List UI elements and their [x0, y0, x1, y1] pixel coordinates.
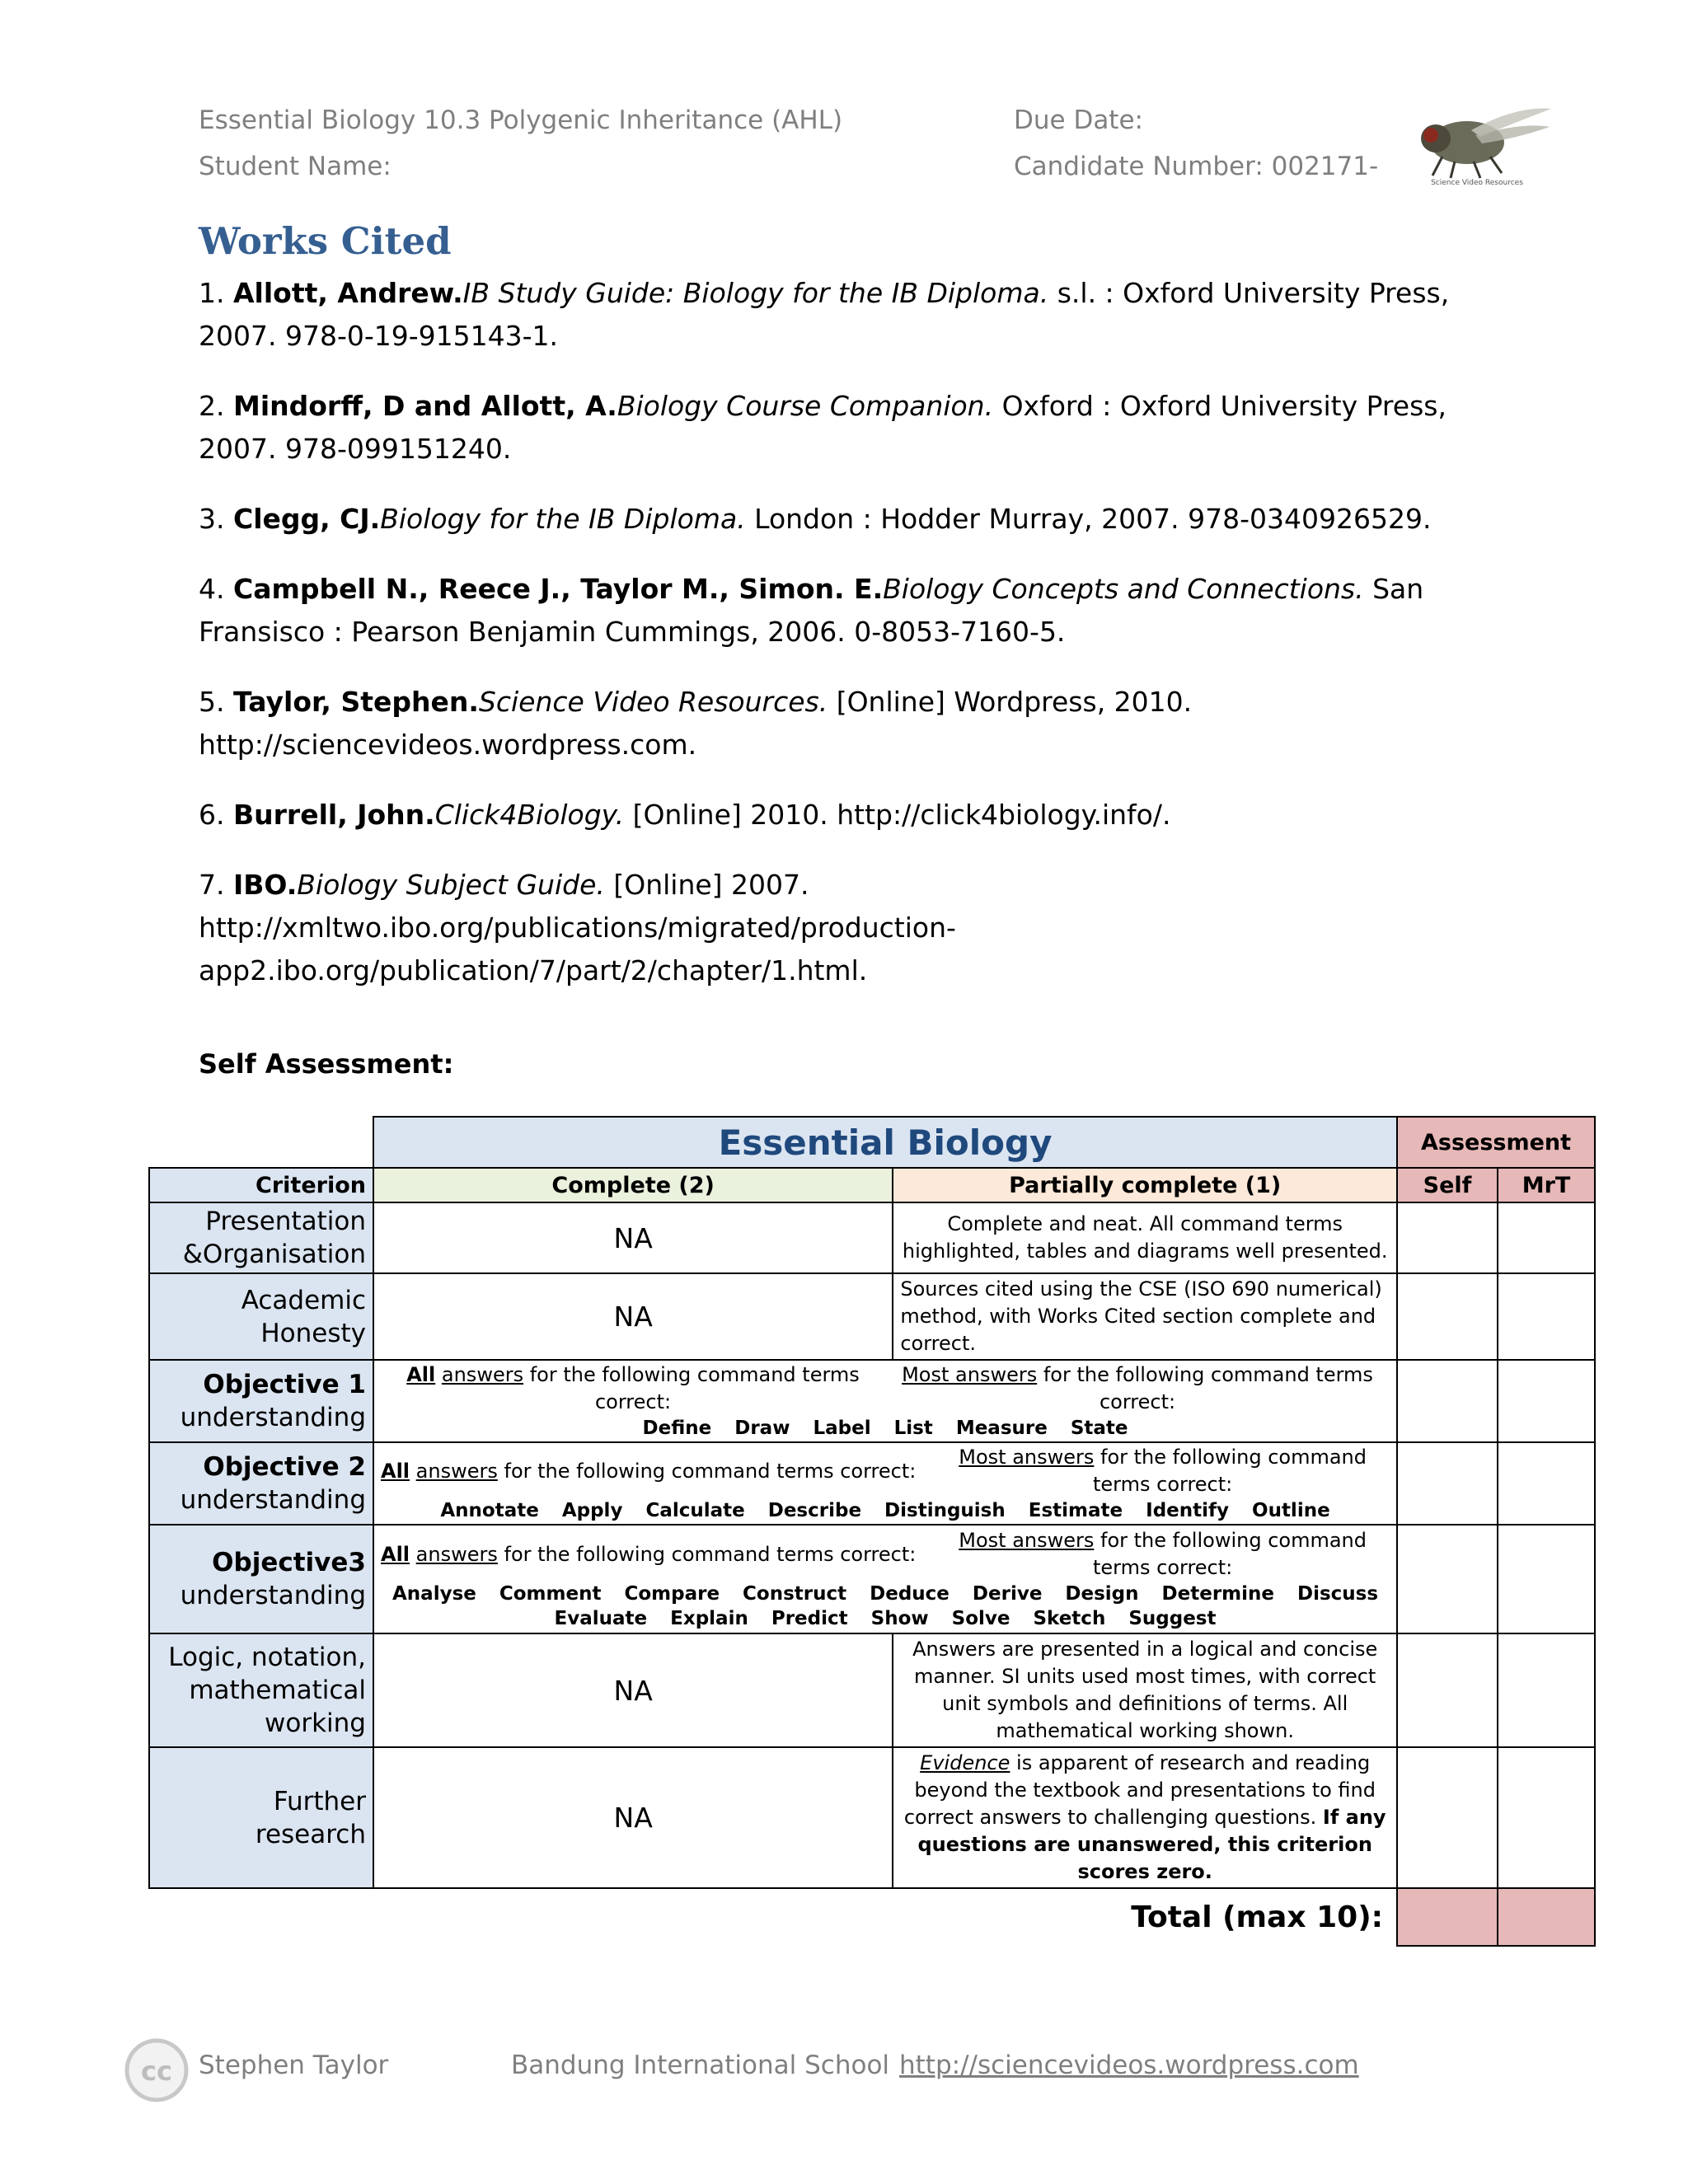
criterion-cell: Objective3 understanding	[149, 1525, 373, 1633]
student-name-label: Student Name:	[199, 152, 392, 181]
total-mrt-cell[interactable]	[1498, 1888, 1595, 1946]
mrt-header: MrT	[1498, 1168, 1595, 1202]
rubric-title: Essential Biology	[373, 1117, 1397, 1168]
document-title: Essential Biology 10.3 Polygenic Inheritance (AHL)	[199, 105, 843, 135]
assessment-header: Assessment	[1397, 1117, 1595, 1168]
partial-header: Partially complete (1)	[893, 1168, 1397, 1202]
table-row	[149, 1202, 1595, 1273]
due-date-label: Due Date:	[1014, 105, 1143, 135]
svg-text:cc: cc	[141, 2055, 172, 2087]
table-row	[149, 1525, 1595, 1633]
mrt-score-cell[interactable]	[1498, 1273, 1595, 1360]
assessment-rubric-table	[148, 1116, 1596, 1947]
table-row	[149, 1273, 1595, 1360]
mrt-score-cell[interactable]	[1498, 1747, 1595, 1888]
self-score-cell[interactable]	[1397, 1525, 1498, 1633]
reference-item: 6. Burrell, John.Click4Biology. [Online] 2010. http://click4biology.info/.	[199, 799, 1171, 831]
reference-item: 3. Clegg, CJ.Biology for the IB Diploma. London : Hodder Murray, 2007. 978-0340926529.	[199, 503, 1432, 535]
command-terms-cell: All answers for the following command terms correct: Most answers for the following command terms correct: Define Draw Label List Measure State	[373, 1360, 1397, 1442]
criterion-cell: Logic, notation, mathematical working	[149, 1633, 373, 1747]
table-row	[149, 1747, 1595, 1888]
reference-item: 4. Campbell N., Reece J., Taylor M., Simon. E.Biology Concepts and Connections. San Fransisco : Pearson Benjamin Cummings, 2006. 0-8053-7160-5.	[199, 573, 1424, 648]
criterion-cell: Objective 1 understanding	[149, 1360, 373, 1442]
total-label: Total (max 10):	[1131, 1900, 1384, 1934]
partial-cell: Complete and neat. All command terms highlighted, tables and diagrams well presented.	[893, 1202, 1397, 1273]
partial-cell: Evidence is apparent of research and reading beyond the textbook and presentations to find correct answers to challenging questions. If any questions are unanswered, this criterion scores zero.	[893, 1747, 1397, 1888]
complete-cell: NA	[373, 1202, 893, 1273]
self-score-cell[interactable]	[1397, 1202, 1498, 1273]
table-row	[149, 1442, 1595, 1525]
self-score-cell[interactable]	[1397, 1442, 1498, 1525]
partial-cell: Sources cited using the CSE (ISO 690 numerical) method, with Works Cited section complete and correct.	[893, 1273, 1397, 1360]
footer-school: Bandung International School	[511, 2050, 890, 2080]
table-row	[149, 1633, 1595, 1747]
command-terms-cell: All answers for the following command terms correct: Most answers for the following command terms correct: Analyse Comment Compare Construct Deduce Derive Design Determine Discuss Evaluate Explain Predict Show Solve Sketch Suggest	[373, 1525, 1397, 1633]
self-header: Self	[1397, 1168, 1498, 1202]
command-terms: Analyse Comment Compare Construct Deduce Derive Design Determine Discuss	[392, 1583, 1379, 1605]
works-cited-heading: Works Cited	[199, 219, 452, 263]
self-score-cell[interactable]	[1397, 1360, 1498, 1442]
candidate-number: Candidate Number: 002171-	[1014, 152, 1379, 181]
complete-header: Complete (2)	[373, 1168, 893, 1202]
criterion-cell: Objective 2 understanding	[149, 1442, 373, 1525]
creative-commons-icon	[124, 2037, 190, 2103]
complete-cell: NA	[373, 1633, 893, 1747]
complete-cell: NA	[373, 1747, 893, 1888]
mrt-score-cell[interactable]	[1498, 1525, 1595, 1633]
reference-item: 1. Allott, Andrew.IB Study Guide: Biology for the IB Diploma. s.l. : Oxford University Press, 2007. 978-0-19-915143-1.	[199, 277, 1450, 352]
mrt-score-cell[interactable]	[1498, 1633, 1595, 1747]
partial-cell: Answers are presented in a logical and concise manner. SI units used most times, with correct unit symbols and definitions of terms. All mathematical working shown.	[893, 1633, 1397, 1747]
fly-logo-icon	[1401, 97, 1554, 188]
reference-item: 7. IBO.Biology Subject Guide. [Online] 2007. http://xmltwo.ibo.org/publications/migrated/production-app2.ibo.org/publication/7/part/2/chapter/1.html.	[199, 869, 956, 987]
command-terms: Define Draw Label List Measure State	[642, 1418, 1128, 1439]
mrt-score-cell[interactable]	[1498, 1360, 1595, 1442]
reference-item: 5. Taylor, Stephen.Science Video Resources. [Online] Wordpress, 2010. http://sciencevideos.wordpress.com.	[199, 686, 1193, 761]
total-self-cell[interactable]	[1397, 1888, 1498, 1946]
footer-author: Stephen Taylor	[199, 2050, 389, 2080]
command-terms: Annotate Apply Calculate Describe Distinguish Estimate Identify Outline	[440, 1500, 1330, 1521]
works-cited-list	[199, 272, 1501, 1019]
criterion-cell: Further research	[149, 1747, 373, 1888]
reference-item: 2. Mindorff, D and Allott, A.Biology Course Companion. Oxford : Oxford University Press, 2007. 978-099151240.	[199, 390, 1447, 465]
footer-link[interactable]: http://sciencevideos.wordpress.com	[899, 2050, 1359, 2080]
criterion-cell: Academic Honesty	[149, 1273, 373, 1360]
command-terms: Evaluate Explain Predict Show Solve Sketch Suggest	[554, 1608, 1217, 1629]
self-score-cell[interactable]	[1397, 1273, 1498, 1360]
command-terms-cell: All answers for the following command terms correct: Most answers for the following command terms correct: Annotate Apply Calculate Describe Distinguish Estimate Identify Outline	[373, 1442, 1397, 1525]
self-assessment-label: Self Assessment:	[199, 1048, 454, 1080]
table-row	[149, 1360, 1595, 1442]
criterion-header: Criterion	[149, 1168, 373, 1202]
criterion-cell: Presentation &Organisation	[149, 1202, 373, 1273]
complete-cell: NA	[373, 1273, 893, 1360]
mrt-score-cell[interactable]	[1498, 1202, 1595, 1273]
svg-text:Science Video Resources: Science Video Resources	[1431, 179, 1523, 187]
self-score-cell[interactable]	[1397, 1633, 1498, 1747]
mrt-score-cell[interactable]	[1498, 1442, 1595, 1525]
self-score-cell[interactable]	[1397, 1747, 1498, 1888]
